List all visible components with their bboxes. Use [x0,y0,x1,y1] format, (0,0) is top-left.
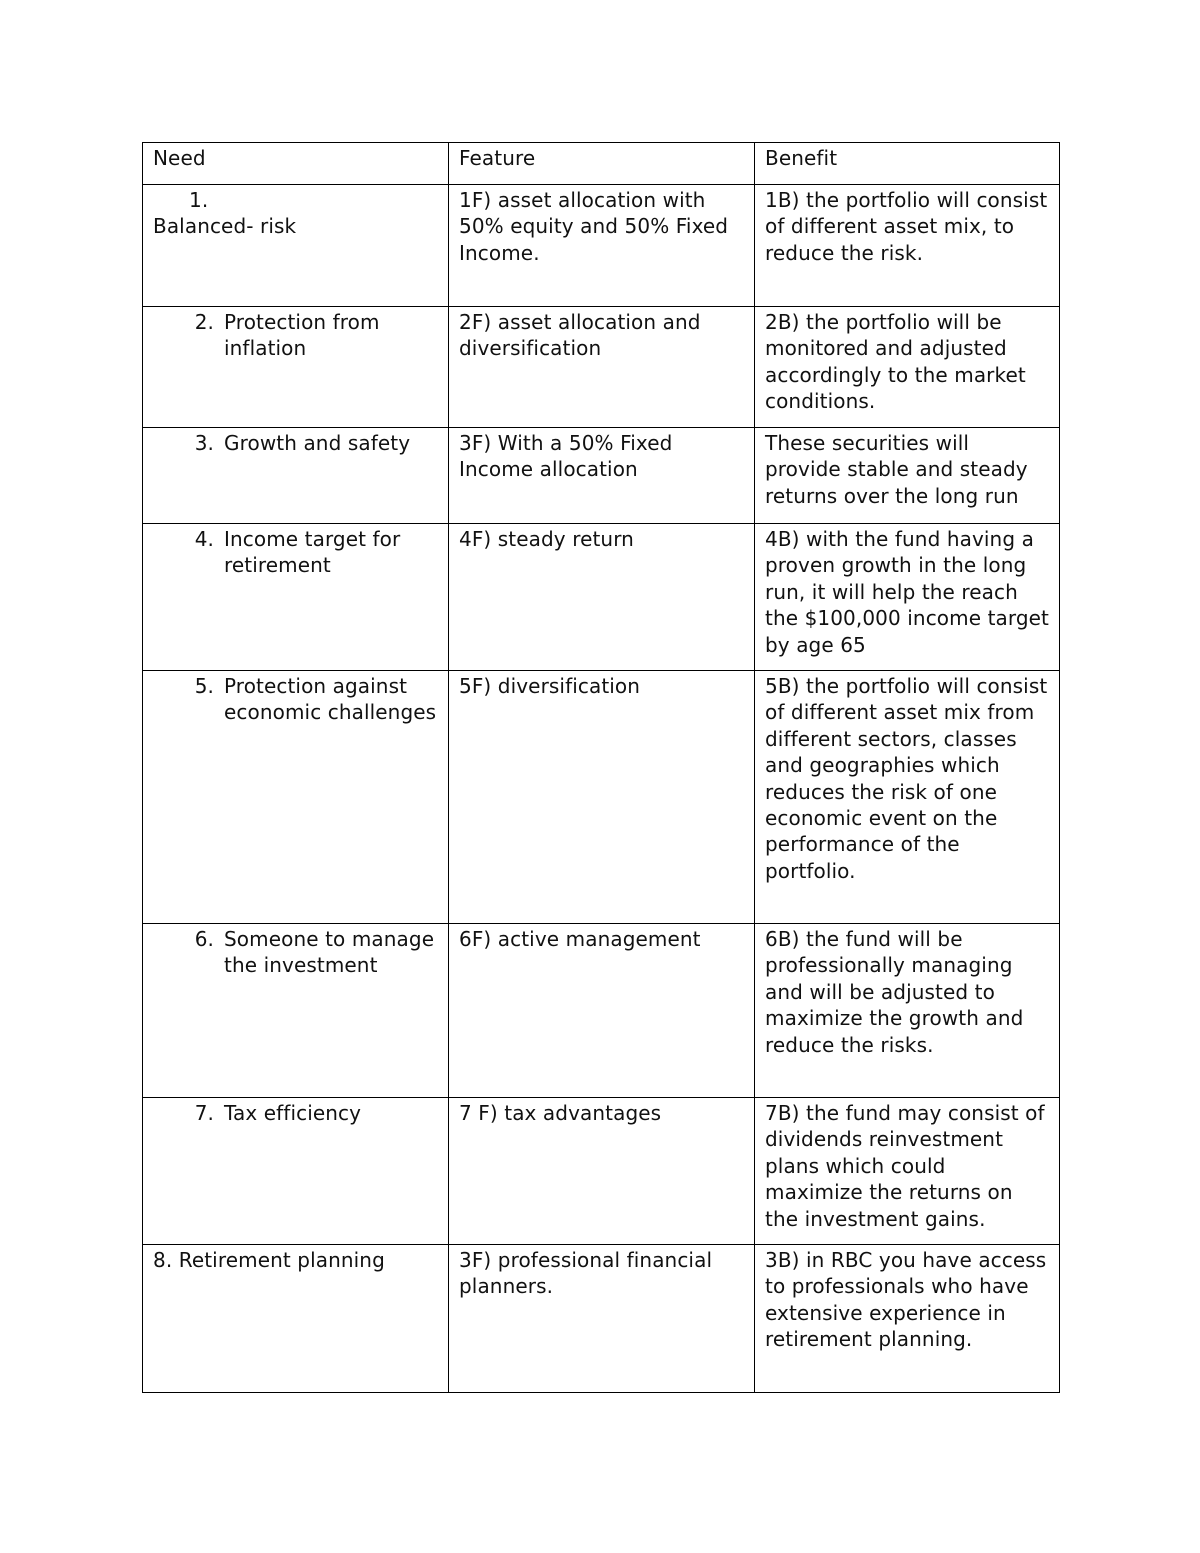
need-text: Income target for retirement [224,527,401,578]
benefit-cell: These securities will provide stable and steady returns over the long run [755,428,1060,524]
table-row [143,185,1060,307]
benefit-cell: 6B) the fund will be professionally managing and will be adjusted to maximize the growth and reduce the risks. [755,924,1060,1098]
table-row [143,1098,1060,1245]
need-text: Balanced- risk [153,214,297,239]
benefit-cell: 1B) the portfolio will consist of different asset mix, to reduce the risk. [755,185,1060,307]
feature-cell: 3F) professional financial planners. [449,1245,755,1393]
need-number: 7. [194,1101,214,1125]
table-row [143,428,1060,524]
need-cell [143,307,449,428]
header-need: Need [143,143,449,185]
need-text: Growth and safety [224,431,411,455]
benefit-cell: 5B) the portfolio will consist of different asset mix from different sectors, classes and geographies which reduces the risk of one economic event on the performance of the portfolio. [755,671,1060,924]
header-feature: Feature [449,143,755,185]
need-cell [143,671,449,924]
feature-cell: 7 F) tax advantages [449,1098,755,1245]
benefit-cell: 3B) in RBC you have access to professionals who have extensive experience in retirement planning. [755,1245,1060,1393]
need-number: 6. [194,927,214,951]
need-text: Protection from inflation [224,310,380,361]
table-row [143,671,1060,924]
need-number: 5. [194,674,214,698]
need-cell [143,924,449,1098]
feature-cell: 6F) active management [449,924,755,1098]
benefit-cell: 4B) with the fund having a proven growth in the long run, it will help the reach the $100,000 income target by age 65 [755,524,1060,671]
need-text: Protection against economic challenges [224,674,437,725]
need-cell [143,1098,449,1245]
need-number: 2. [194,310,214,334]
feature-cell: 3F) With a 50% Fixed Income allocation [449,428,755,524]
feature-cell: 4F) steady return [449,524,755,671]
need-number: 3. [194,431,214,455]
feature-cell: 2F) asset allocation and diversification [449,307,755,428]
need-text: Someone to manage the investment [224,927,435,978]
table-row [143,307,1060,428]
feature-cell: 1F) asset allocation with 50% equity and 50% Fixed Income. [449,185,755,307]
table-header-row [143,143,1060,185]
benefit-cell: 2B) the portfolio will be monitored and adjusted accordingly to the market conditions. [755,307,1060,428]
table-row [143,524,1060,671]
benefit-cell: 7B) the fund may consist of dividends reinvestment plans which could maximize the returns on the investment gains. [755,1098,1060,1245]
need-cell: 8. Retirement planning [143,1245,449,1393]
table-row [143,924,1060,1098]
table-row [143,1245,1060,1393]
need-cell [143,185,449,307]
need-text: Tax efficiency [224,1101,362,1125]
need-number: 4. [194,527,214,551]
need-number: 1. [189,188,209,212]
feature-cell: 5F) diversification [449,671,755,924]
need-cell [143,524,449,671]
header-benefit: Benefit [755,143,1060,185]
need-cell [143,428,449,524]
need-feature-benefit-table [142,142,1060,1393]
